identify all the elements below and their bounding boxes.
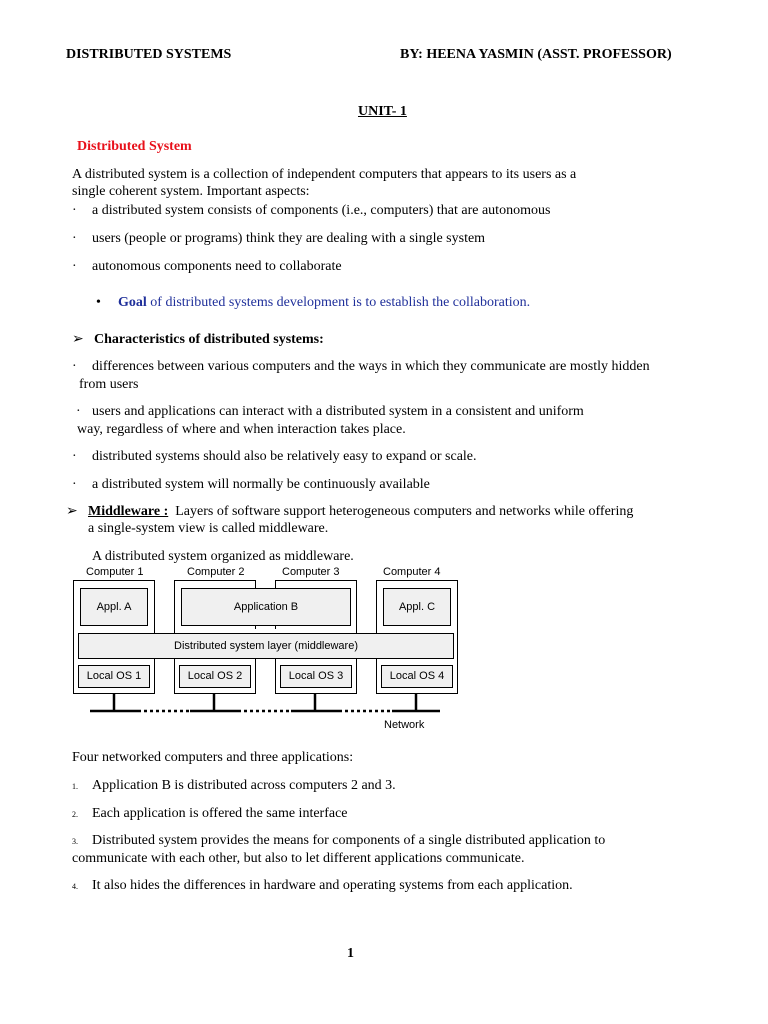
characteristic-item: distributed systems should also be relatively easy to expand or scale. [92, 449, 477, 464]
numbered-item: It also hides the differences in hardware and operating systems from each application. [92, 878, 573, 893]
aspect-item: a distributed system consists of components (i.e., computers) that are autonomous [92, 203, 551, 218]
characteristic-item: differences between various computers and the ways in which they communicate are mostly hidden [92, 359, 650, 374]
aspect-item: autonomous components need to collaborate [92, 259, 342, 274]
characteristic-item-cont: from users [79, 377, 139, 392]
computer-label: Computer 2 [187, 566, 245, 578]
aspect-item: users (people or programs) think they are dealing with a single system [92, 231, 486, 246]
local-os-box: Local OS 1 [78, 665, 150, 688]
figure-caption: A distributed system organized as middleware. [92, 549, 354, 564]
bullet-dot: · [72, 449, 77, 464]
summary-text: Four networked computers and three applications: [72, 750, 354, 765]
characteristic-item-cont: way, regardless of where and when interaction takes place. [77, 422, 406, 437]
middleware-diagram [70, 563, 460, 735]
intro-line-2: single coherent system. Important aspects: [72, 184, 310, 199]
list-number: 4. [72, 882, 78, 891]
app-c-box: Appl. C [383, 588, 451, 626]
bullet-dot: · [72, 359, 77, 374]
goal-line [118, 294, 530, 312]
goal-bullet: • [96, 295, 101, 310]
numbered-item: Each application is offered the same interface [92, 806, 348, 821]
bullet-dot: · [72, 231, 77, 246]
middleware-layer: Distributed system layer (middleware) [78, 633, 454, 659]
computer-label: Computer 1 [86, 566, 144, 578]
list-number: 1. [72, 782, 78, 791]
middleware-label: Middleware : [88, 504, 169, 519]
intro-line-1: A distributed system is a collection of independent computers that appears to its users as a [72, 167, 577, 182]
list-number: 3. [72, 837, 78, 846]
local-os-box: Local OS 3 [280, 665, 352, 688]
bullet-dot: · [72, 477, 77, 492]
bullet-dot: · [76, 404, 81, 419]
app-b-box: Application B [181, 588, 351, 626]
numbered-item: Distributed system provides the means for components of a single distributed application to [92, 833, 606, 848]
arrow-icon: ➢ [72, 332, 84, 347]
header-left: DISTRIBUTED SYSTEMS [66, 47, 232, 62]
computer-label: Computer 3 [282, 566, 340, 578]
characteristics-heading: Characteristics of distributed systems: [94, 332, 324, 347]
numbered-item: Application B is distributed across computers 2 and 3. [92, 778, 396, 793]
unit-title: UNIT- 1 [358, 104, 407, 119]
bullet-dot: · [72, 203, 77, 218]
goal-rest: of distributed systems development is to establish the collaboration. [146, 295, 531, 310]
header-right: BY: HEENA YASMIN (ASST. PROFESSOR) [400, 47, 672, 62]
app-a-box: Appl. A [80, 588, 148, 626]
middleware-line-1 [88, 503, 633, 521]
page-number: 1 [347, 946, 354, 961]
list-number: 2. [72, 810, 78, 819]
characteristic-item: users and applications can interact with a distributed system in a consistent and uniform [92, 404, 584, 419]
network-lines [70, 691, 460, 721]
network-label: Network [384, 719, 425, 731]
characteristic-item: a distributed system will normally be continuously available [92, 477, 430, 492]
middleware-line-2: a single-system view is called middleware. [88, 521, 329, 536]
bullet-dot: · [72, 259, 77, 274]
arrow-icon: ➢ [66, 504, 78, 519]
computer-label: Computer 4 [383, 566, 441, 578]
numbered-item-cont: communicate with each other, but also to let different applications communicate. [72, 851, 525, 866]
local-os-box: Local OS 4 [381, 665, 453, 688]
goal-bold: Goal [118, 295, 147, 310]
local-os-box: Local OS 2 [179, 665, 251, 688]
middleware-text: Layers of software support heterogeneous computers and networks while offering [175, 504, 634, 519]
section-title: Distributed System [77, 139, 192, 154]
